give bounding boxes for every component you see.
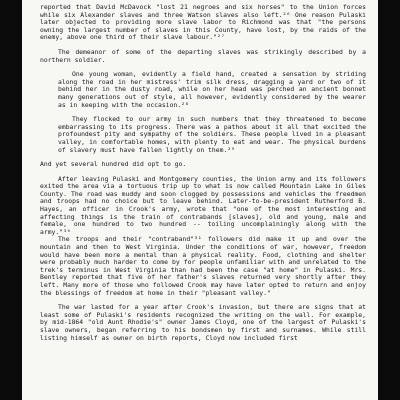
- paragraph-leaving-pulaski: After leaving Pulaski and Montgomery counties, the Union army and its followers exited the area via a tortuous trip up to what is now called Mountain Lake in Giles County. The road was muddy and soon clogged by possessions and vehicles the freedmen and troops had no choice but to leave behind. Later-to-be-president Rutherford B. Hayes, an officer in Crook's army, wrote that "one of the most interesting and affecting things is the train of contrabands [slaves], old and young, male and female, one hundred to two hundred -- toiling uncomplainingly along with the army."³⁰: [40, 174, 366, 236]
- quote-paragraph-young-woman: One young woman, evidently a field hand, created a sensation by striding along the road in her mistress' trim silk dress, dragging a yard or two of it behind her in the dusty road, while on her head was perched an ancient bonnet many generations out of style, all however, evidently considered by the wearer as in keeping with the occasion.²⁸: [58, 70, 366, 109]
- quote-paragraph-flocked: They flocked to our army in such numbers that they threatened to become embarrassing to its progress. There was a pathos about it all that excited the profoundest pity and sympathy of the soldiers. These people lived in a pleasant valley, in comfortable homes, with plenty to eat and wear. The physical burdens of slavery must have fallen lightly on them.²⁹: [58, 115, 366, 154]
- document-page: [22, 0, 378, 400]
- paragraph-war-lasted: The war lasted for a year after Crook's invasion, but there are signs that at least some of Pulaski's residents recognized the writing on the wall. For example, by mid-1864 "old Aunt Rhodie's" owner James Cloyd, one of the largest of Pulaski's slave owners, began referring to his bondsmen by first and surnames. While still listing himself as owner on birth reports, Cloyd now included first: [40, 303, 366, 342]
- paragraph-several-hundred: And yet several hundred did opt to go.: [40, 160, 187, 169]
- paragraph-slave-losses: reported that David McDavock "lost 21 negroes and six horses" to the Union forces while six Alexander slaves and three Watson slaves also left.²⁶ One reason Pulaski later objected to providing more slave labor to Richmond was that "the persons owning the largest number of slaves in this County, have lost, by the raids of the enemy, above one third of their slave labour."²⁷: [40, 3, 366, 42]
- paragraph-soldier-intro: The demeanor of some of the departing slaves was strikingly described by a northern soldier.: [40, 47, 366, 64]
- block-quote: [58, 71, 366, 154]
- paragraph-troops-contraband: The troops and their "contraband"³¹ followers did make it up and over the mountain and then to West Virginia. Under the conditions of war, however, freedom would have been more a mental than a physical reality. Food, clothing and shelter were probably much harder to come by for people unfamiliar with and unrelated to the trek's terminus in West Virginia than had been the case "at home" in Pulaski. Mrs. Bentley reported that five of her father's slaves returned very shortly after they left. Many more of those who followed Crook may have later opted to return and enjoy the blessings of freedom at home in their "pleasant valley.": [40, 235, 366, 297]
